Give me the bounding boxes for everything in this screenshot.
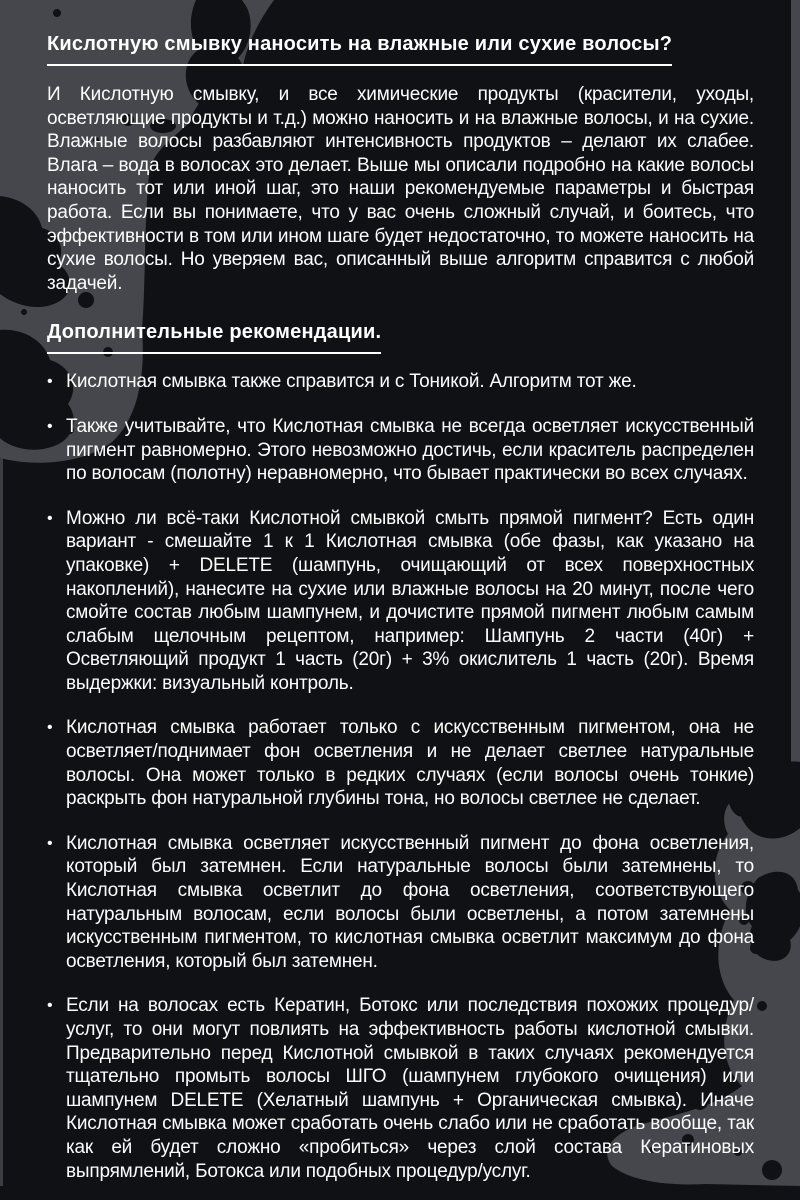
- list-item: [47, 370, 754, 394]
- list-item-text: Также учитывайте, что Кислотная смывка не всегда осветляет искусственный пигмент равномерно. Этого невозможно достичь, если краситель распределен по волосам (полотну) неравномерно, что бывает практически во всех случаях.: [66, 415, 754, 485]
- ink-speck: [762, 1160, 782, 1180]
- recommendations-heading-row: [47, 321, 754, 354]
- bottom-strip: [0, 1186, 800, 1200]
- intro-paragraph: И Кислотную смывку, и все химические продукты (красители, уходы, осветляющие продукты и т.д.) можно наносить и на влажные волосы, и на сухие. Влажные волосы разбавляют интенсивность продуктов – делают их слабее. Влага – вода в волосах это делает. Выше мы описали подробно на какие волосы наносить тот или иной шаг, это наши рекомендуемые параметры и быстрая работа. Если вы понимаете, что у вас очень сложный случай, и боитесь, что эффективности в том или ином шаге будет недостаточно, то можете наносить на сухие волосы. Но уверяем вас, описанный выше алгоритм справится с любой задачей.: [47, 84, 754, 294]
- bullet-icon: •: [47, 417, 53, 435]
- list-item: [47, 994, 754, 1183]
- bullet-icon: •: [47, 509, 53, 527]
- list-item-text: Если на волосах есть Кератин, Ботокс или последствия похожих процедур/услуг, то они могут повлиять на эффективность работы кислотной смывки. Предварительно перед Кислотной смывкой в таких случаях рекомендуется тщательно промыть волосы ШГО (шампунем глубокого очищения) или шампунем DELETE (Хелатный шампунь + Органическая смывка). Иначе Кислотная смывка может сработать очень слабо или не сработать вообще, так как ей будет сложно «пробиться» через слой состава Кератиновых выпрямлений, Ботокса или подобных процедур/услуг.: [66, 995, 754, 1182]
- list-item: [47, 832, 754, 974]
- bullet-icon: •: [47, 997, 53, 1015]
- bullet-icon: •: [47, 373, 53, 391]
- ink-speck: [757, 1001, 767, 1011]
- list-item-text: Кислотная смывка также справится и с Тоникой. Алгоритм тот же.: [66, 371, 637, 393]
- list-item: [47, 415, 754, 486]
- bullet-icon: •: [47, 719, 53, 737]
- question-heading: Кислотную смывку наносить на влажные или сухие волосы?: [47, 33, 672, 66]
- recommendations-heading: Дополнительные рекомендации.: [47, 321, 381, 354]
- document-page: [47, 33, 754, 1183]
- bullet-icon: •: [47, 834, 53, 852]
- right-edge-sliver: [791, 0, 800, 790]
- question-heading-row: [47, 33, 754, 66]
- list-item-text: Кислотная смывка осветляет искусственный пигмент до фона осветления, который был затемнен. Если натуральные волосы были затемнены, то Кислотная смывка осветлит до фона осветления, соответствующего натуральным волосам, если волосы были осветлены, а потом затемнены искусственным пигментом, то кислотная смывка осветлит максимум до фона осветления, который был затемнен.: [66, 832, 754, 972]
- list-item: [47, 716, 754, 810]
- recommendations-list: [47, 370, 754, 1183]
- list-item-text: Кислотная смывка работает только с искусственным пигментом, она не осветляет/поднимает фон осветления и не делает светлее натуральные волосы. Она может только в редких случаях (если волосы очень тонкие) раскрыть фон натуральной глубины тона, но волосы светлее не сделает.: [66, 717, 754, 810]
- ink-speck: [21, 309, 27, 315]
- list-item: [47, 507, 754, 696]
- list-item-text: Можно ли всё-таки Кислотной смывкой смыть прямой пигмент? Есть один вариант - смешайте 1 к 1 Кислотная смывка (обе фазы, как указано на упаковке) + DELETE (шампунь, очищающий от всех поверхностных накоплений), нанесите на сухие или влажные волосы на 20 минут, после чего смойте состав любым шампунем, и дочистите прямой пигмент любым самым слабым щелочным рецептом, например: Шампунь 2 части (40г) + Осветляющий продукт 1 часть (20г) + 3% окислитель 1 часть (20г). Время выдержки: визуальный контроль.: [66, 507, 754, 694]
- ink-speck: [53, 9, 61, 17]
